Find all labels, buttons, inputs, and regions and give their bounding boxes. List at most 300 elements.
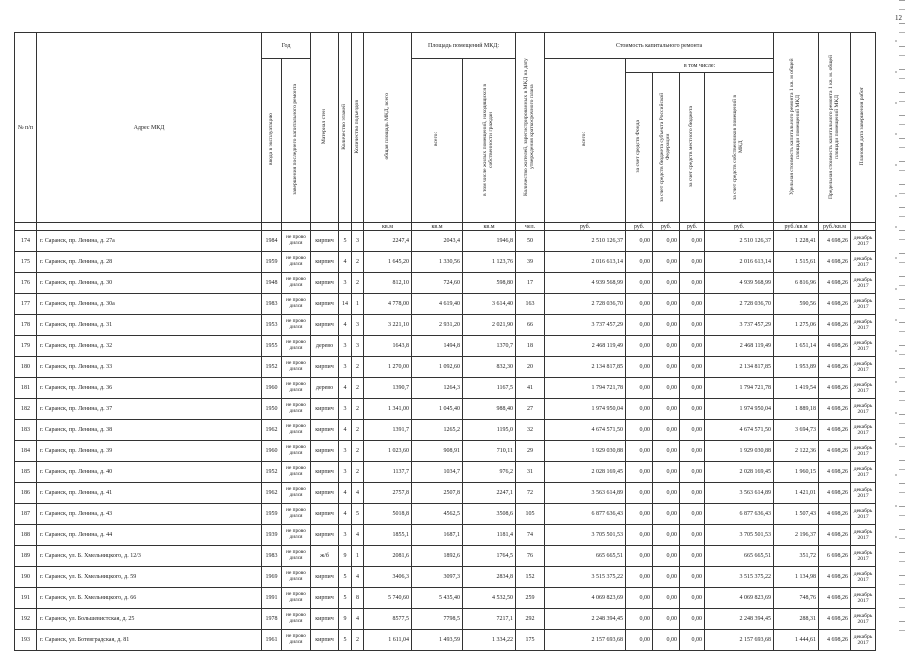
area-residential-cell: 1370,7 bbox=[463, 336, 516, 357]
area-total-cell: 1265,2 bbox=[412, 420, 463, 441]
header-num: № п/п bbox=[15, 33, 37, 223]
floors-cell: 3 bbox=[339, 357, 352, 378]
cost-owners-cell: 2 016 613,14 bbox=[705, 252, 774, 273]
row-number: 181 bbox=[15, 378, 37, 399]
entrances-cell: 3 bbox=[352, 336, 364, 357]
year-repair-cell: не прово дился bbox=[282, 252, 311, 273]
area-total-cell: 2043,4 bbox=[412, 231, 463, 252]
cost-owners-cell: 3 563 614,89 bbox=[705, 483, 774, 504]
header-wall-material: Материал стен bbox=[311, 33, 339, 223]
planned-date-cell: декабрь 2017 bbox=[851, 462, 876, 483]
total-area-cell: 8577,5 bbox=[364, 609, 412, 630]
address-cell: г. Саранск, ул. Большевистская, д. 25 bbox=[37, 609, 262, 630]
floors-cell: 4 bbox=[339, 483, 352, 504]
cost-owners-cell: 1 929 030,88 bbox=[705, 441, 774, 462]
row-number: 191 bbox=[15, 588, 37, 609]
area-residential-cell: 976,2 bbox=[463, 462, 516, 483]
table-row bbox=[15, 399, 876, 420]
total-area-cell: 812,10 bbox=[364, 273, 412, 294]
unit-cost-cell: 6 816,96 bbox=[774, 273, 819, 294]
year-repair-cell: не прово дился bbox=[282, 483, 311, 504]
planned-date-cell: декабрь 2017 bbox=[851, 567, 876, 588]
area-residential-cell: 832,30 bbox=[463, 357, 516, 378]
area-residential-cell: 988,40 bbox=[463, 399, 516, 420]
row-number: 182 bbox=[15, 399, 37, 420]
entrances-cell: 3 bbox=[352, 315, 364, 336]
address-cell: г. Саранск, пр. Ленина, д. 30 bbox=[37, 273, 262, 294]
year-commission-cell: 1955 bbox=[262, 336, 282, 357]
area-total-cell: 1 045,40 bbox=[412, 399, 463, 420]
planned-date-cell: декабрь 2017 bbox=[851, 336, 876, 357]
cost-total-cell: 3 705 501,53 bbox=[545, 525, 626, 546]
cost-total-cell: 2 248 394,45 bbox=[545, 609, 626, 630]
total-area-cell: 1 023,60 bbox=[364, 441, 412, 462]
address-cell: г. Саранск, ул. Ботевградская, д. 81 bbox=[37, 630, 262, 651]
cost-fund-cell: 0,00 bbox=[626, 315, 653, 336]
total-area-cell: 1855,1 bbox=[364, 525, 412, 546]
header-max-cost: Предельная стоимость капитального ремонта 1 кв. м. общей площади помещений МКД bbox=[819, 33, 851, 223]
cost-owners-cell: 3 737 457,29 bbox=[705, 315, 774, 336]
cost-local-cell: 0,00 bbox=[680, 399, 705, 420]
floors-cell: 5 bbox=[339, 588, 352, 609]
unit-cost-cell: 748,76 bbox=[774, 588, 819, 609]
cost-subject-cell: 0,00 bbox=[653, 546, 680, 567]
wall-material-cell: кирпич bbox=[311, 567, 339, 588]
residents-cell: 18 bbox=[516, 336, 545, 357]
unit-cost-cell: 2 122,36 bbox=[774, 441, 819, 462]
planned-date-cell: декабрь 2017 bbox=[851, 399, 876, 420]
cost-local-cell: 0,00 bbox=[680, 420, 705, 441]
cost-fund-cell: 0,00 bbox=[626, 609, 653, 630]
area-residential-cell: 3 614,40 bbox=[463, 294, 516, 315]
wall-material-cell: кирпич bbox=[311, 525, 339, 546]
year-repair-cell: не прово дился bbox=[282, 630, 311, 651]
header-cost-owners: за счет средств собственников помещений в МКД bbox=[705, 73, 774, 223]
wall-material-cell: кирпич bbox=[311, 315, 339, 336]
entrances-cell: 3 bbox=[352, 231, 364, 252]
unit-cost-cell: 1 228,41 bbox=[774, 231, 819, 252]
address-cell: г. Саранск, пр. Ленина, д. 33 bbox=[37, 357, 262, 378]
floors-cell: 14 bbox=[339, 294, 352, 315]
entrances-cell: 4 bbox=[352, 567, 364, 588]
cost-local-cell: 0,00 bbox=[680, 630, 705, 651]
header-year-commission: ввода в эксплуатацию bbox=[262, 59, 282, 223]
total-area-cell: 1643,8 bbox=[364, 336, 412, 357]
area-residential-cell: 1167,5 bbox=[463, 378, 516, 399]
cost-local-cell: 0,00 bbox=[680, 252, 705, 273]
address-cell: г. Саранск, ул. Б. Хмельницкого, д. 12/3 bbox=[37, 546, 262, 567]
row-number: 190 bbox=[15, 567, 37, 588]
entrances-cell: 2 bbox=[352, 399, 364, 420]
area-total-cell: 4562,5 bbox=[412, 504, 463, 525]
residents-cell: 29 bbox=[516, 441, 545, 462]
total-area-cell: 2757,8 bbox=[364, 483, 412, 504]
cost-owners-cell: 2 510 126,37 bbox=[705, 231, 774, 252]
floors-cell: 3 bbox=[339, 273, 352, 294]
planned-date-cell: декабрь 2017 bbox=[851, 231, 876, 252]
address-cell: г. Саранск, пр. Ленина, д. 43 bbox=[37, 504, 262, 525]
area-total-cell: 2 931,20 bbox=[412, 315, 463, 336]
wall-material-cell: кирпич bbox=[311, 441, 339, 462]
planned-date-cell: декабрь 2017 bbox=[851, 420, 876, 441]
cost-total-cell: 4 069 823,69 bbox=[545, 588, 626, 609]
cost-owners-cell: 4 069 823,69 bbox=[705, 588, 774, 609]
planned-date-cell: декабрь 2017 bbox=[851, 588, 876, 609]
total-area-cell: 1 611,04 bbox=[364, 630, 412, 651]
residents-cell: 41 bbox=[516, 378, 545, 399]
row-number: 186 bbox=[15, 483, 37, 504]
total-area-cell: 1 270,00 bbox=[364, 357, 412, 378]
floors-cell: 5 bbox=[339, 231, 352, 252]
max-cost-cell: 6 698,26 bbox=[819, 546, 851, 567]
cost-fund-cell: 0,00 bbox=[626, 525, 653, 546]
address-cell: г. Саранск, пр. Ленина, д. 30а bbox=[37, 294, 262, 315]
row-number: 187 bbox=[15, 504, 37, 525]
cost-total-cell: 2 016 613,14 bbox=[545, 252, 626, 273]
max-cost-cell: 4 698,26 bbox=[819, 231, 851, 252]
floors-cell: 3 bbox=[339, 441, 352, 462]
area-total-cell: 5 435,40 bbox=[412, 588, 463, 609]
year-commission-cell: 1948 bbox=[262, 273, 282, 294]
entrances-cell: 1 bbox=[352, 294, 364, 315]
area-residential-cell: 3508,6 bbox=[463, 504, 516, 525]
unit-cost-cell: 1 421,01 bbox=[774, 483, 819, 504]
residents-cell: 39 bbox=[516, 252, 545, 273]
area-residential-cell: 2834,8 bbox=[463, 567, 516, 588]
cost-total-cell: 4 674 571,50 bbox=[545, 420, 626, 441]
area-total-cell: 724,60 bbox=[412, 273, 463, 294]
cost-fund-cell: 0,00 bbox=[626, 273, 653, 294]
wall-material-cell: кирпич bbox=[311, 399, 339, 420]
cost-total-cell: 3 515 375,22 bbox=[545, 567, 626, 588]
year-commission-cell: 1960 bbox=[262, 378, 282, 399]
unit-cell: кв.м bbox=[463, 223, 516, 231]
residents-cell: 74 bbox=[516, 525, 545, 546]
planned-date-cell: декабрь 2017 bbox=[851, 357, 876, 378]
unit-cost-cell: 1 134,98 bbox=[774, 567, 819, 588]
area-residential-cell: 1 334,22 bbox=[463, 630, 516, 651]
cost-owners-cell: 1 794 721,78 bbox=[705, 378, 774, 399]
cost-fund-cell: 0,00 bbox=[626, 630, 653, 651]
row-number: 185 bbox=[15, 462, 37, 483]
cost-local-cell: 0,00 bbox=[680, 357, 705, 378]
max-cost-cell: 4 698,26 bbox=[819, 504, 851, 525]
cost-owners-cell: 2 248 394,45 bbox=[705, 609, 774, 630]
year-repair-cell: не прово дился bbox=[282, 336, 311, 357]
row-number: 179 bbox=[15, 336, 37, 357]
area-total-cell: 1892,6 bbox=[412, 546, 463, 567]
table-row bbox=[15, 294, 876, 315]
planned-date-cell: декабрь 2017 bbox=[851, 315, 876, 336]
year-commission-cell: 1983 bbox=[262, 546, 282, 567]
cost-subject-cell: 0,00 bbox=[653, 357, 680, 378]
cost-local-cell: 0,00 bbox=[680, 231, 705, 252]
year-commission-cell: 1969 bbox=[262, 567, 282, 588]
cost-fund-cell: 0,00 bbox=[626, 546, 653, 567]
cost-owners-cell: 4 939 568,99 bbox=[705, 273, 774, 294]
planned-date-cell: декабрь 2017 bbox=[851, 483, 876, 504]
entrances-cell: 5 bbox=[352, 504, 364, 525]
cost-owners-cell: 1 974 950,04 bbox=[705, 399, 774, 420]
cost-total-cell: 4 939 568,99 bbox=[545, 273, 626, 294]
max-cost-cell: 4 698,26 bbox=[819, 525, 851, 546]
table-row bbox=[15, 462, 876, 483]
unit-cell: чел. bbox=[516, 223, 545, 231]
year-repair-cell: не прово дился bbox=[282, 504, 311, 525]
cost-total-cell: 3 737 457,29 bbox=[545, 315, 626, 336]
cost-local-cell: 0,00 bbox=[680, 588, 705, 609]
unit-cost-cell: 1 960,15 bbox=[774, 462, 819, 483]
cost-owners-cell: 2 134 817,85 bbox=[705, 357, 774, 378]
area-total-cell: 1264,3 bbox=[412, 378, 463, 399]
max-cost-cell: 4 698,26 bbox=[819, 567, 851, 588]
area-total-cell: 1034,7 bbox=[412, 462, 463, 483]
floors-cell: 4 bbox=[339, 378, 352, 399]
area-total-cell: 7798,5 bbox=[412, 609, 463, 630]
max-cost-cell: 4 698,26 bbox=[819, 378, 851, 399]
floors-cell: 3 bbox=[339, 399, 352, 420]
residents-cell: 76 bbox=[516, 546, 545, 567]
table-row bbox=[15, 273, 876, 294]
row-number: 178 bbox=[15, 315, 37, 336]
cost-total-cell: 665 665,51 bbox=[545, 546, 626, 567]
planned-date-cell: декабрь 2017 bbox=[851, 252, 876, 273]
area-residential-cell: 1181,4 bbox=[463, 525, 516, 546]
year-commission-cell: 1984 bbox=[262, 231, 282, 252]
table-row bbox=[15, 357, 876, 378]
year-commission-cell: 1952 bbox=[262, 462, 282, 483]
year-commission-cell: 1962 bbox=[262, 483, 282, 504]
year-repair-cell: не прово дился bbox=[282, 567, 311, 588]
address-cell: г. Саранск, пр. Ленина, д. 37 bbox=[37, 399, 262, 420]
row-number: 174 bbox=[15, 231, 37, 252]
cost-total-cell: 2 728 036,70 bbox=[545, 294, 626, 315]
cost-fund-cell: 0,00 bbox=[626, 252, 653, 273]
row-number: 176 bbox=[15, 273, 37, 294]
total-area-cell: 1137,7 bbox=[364, 462, 412, 483]
row-number: 175 bbox=[15, 252, 37, 273]
header-floors: Количество этажей bbox=[339, 33, 352, 223]
year-commission-cell: 1959 bbox=[262, 504, 282, 525]
max-cost-cell: 4 698,26 bbox=[819, 252, 851, 273]
entrances-cell: 2 bbox=[352, 357, 364, 378]
header-cost-local: за счет средств местного бюджета bbox=[680, 73, 705, 223]
year-repair-cell: не прово дился bbox=[282, 315, 311, 336]
area-residential-cell: 7217,1 bbox=[463, 609, 516, 630]
year-commission-cell: 1978 bbox=[262, 609, 282, 630]
header-planned-date: Плановая дата завершения работ bbox=[851, 33, 876, 223]
cost-local-cell: 0,00 bbox=[680, 441, 705, 462]
cost-local-cell: 0,00 bbox=[680, 483, 705, 504]
table-row bbox=[15, 525, 876, 546]
max-cost-cell: 4 698,26 bbox=[819, 441, 851, 462]
area-residential-cell: 1946,8 bbox=[463, 231, 516, 252]
year-commission-cell: 1991 bbox=[262, 588, 282, 609]
planned-date-cell: декабрь 2017 bbox=[851, 273, 876, 294]
area-total-cell: 908,91 bbox=[412, 441, 463, 462]
max-cost-cell: 4 698,26 bbox=[819, 483, 851, 504]
area-total-cell: 3097,3 bbox=[412, 567, 463, 588]
total-area-cell: 5018,8 bbox=[364, 504, 412, 525]
table-row bbox=[15, 630, 876, 651]
table-row bbox=[15, 231, 876, 252]
table-row bbox=[15, 441, 876, 462]
table-row bbox=[15, 483, 876, 504]
table-row bbox=[15, 315, 876, 336]
cost-subject-cell: 0,00 bbox=[653, 336, 680, 357]
header-year-group: Год bbox=[262, 33, 311, 59]
table-row bbox=[15, 378, 876, 399]
cost-local-cell: 0,00 bbox=[680, 525, 705, 546]
cost-fund-cell: 0,00 bbox=[626, 336, 653, 357]
cost-local-cell: 0,00 bbox=[680, 546, 705, 567]
cost-subject-cell: 0,00 bbox=[653, 441, 680, 462]
cost-subject-cell: 0,00 bbox=[653, 567, 680, 588]
max-cost-cell: 4 698,26 bbox=[819, 315, 851, 336]
total-area-cell: 1 645,20 bbox=[364, 252, 412, 273]
floors-cell: 3 bbox=[339, 525, 352, 546]
year-commission-cell: 1950 bbox=[262, 399, 282, 420]
cost-local-cell: 0,00 bbox=[680, 294, 705, 315]
area-total-cell: 1 330,56 bbox=[412, 252, 463, 273]
cost-total-cell: 1 929 030,88 bbox=[545, 441, 626, 462]
unit-cost-cell: 1 507,43 bbox=[774, 504, 819, 525]
unit-cost-cell: 288,31 bbox=[774, 609, 819, 630]
year-commission-cell: 1962 bbox=[262, 420, 282, 441]
max-cost-cell: 4 698,26 bbox=[819, 294, 851, 315]
planned-date-cell: декабрь 2017 bbox=[851, 630, 876, 651]
wall-material-cell: дерево bbox=[311, 378, 339, 399]
cost-local-cell: 0,00 bbox=[680, 462, 705, 483]
cost-local-cell: 0,00 bbox=[680, 315, 705, 336]
total-area-cell: 3406,3 bbox=[364, 567, 412, 588]
cost-subject-cell: 0,00 bbox=[653, 273, 680, 294]
cost-fund-cell: 0,00 bbox=[626, 357, 653, 378]
residents-cell: 20 bbox=[516, 357, 545, 378]
table-row bbox=[15, 609, 876, 630]
cost-subject-cell: 0,00 bbox=[653, 483, 680, 504]
row-number: 193 bbox=[15, 630, 37, 651]
address-cell: г. Саранск, пр. Ленина, д. 27а bbox=[37, 231, 262, 252]
total-area-cell: 4 778,00 bbox=[364, 294, 412, 315]
cost-fund-cell: 0,00 bbox=[626, 588, 653, 609]
total-area-cell: 1 341,00 bbox=[364, 399, 412, 420]
year-commission-cell: 1983 bbox=[262, 294, 282, 315]
cost-total-cell: 1 794 721,78 bbox=[545, 378, 626, 399]
year-commission-cell: 1960 bbox=[262, 441, 282, 462]
units-row bbox=[15, 223, 876, 231]
residents-cell: 17 bbox=[516, 273, 545, 294]
area-total-cell: 1 092,60 bbox=[412, 357, 463, 378]
cost-subject-cell: 0,00 bbox=[653, 252, 680, 273]
header-area-group: Площадь помещений МКД: bbox=[412, 33, 516, 59]
area-residential-cell: 4 532,50 bbox=[463, 588, 516, 609]
planned-date-cell: декабрь 2017 bbox=[851, 294, 876, 315]
cost-fund-cell: 0,00 bbox=[626, 378, 653, 399]
residents-cell: 105 bbox=[516, 504, 545, 525]
entrances-cell: 4 bbox=[352, 525, 364, 546]
year-commission-cell: 1952 bbox=[262, 357, 282, 378]
table-row bbox=[15, 420, 876, 441]
row-number: 180 bbox=[15, 357, 37, 378]
header-unit-cost: Удельная стоимость капитального ремонта 1 кв. м общей площади помещений МКД bbox=[774, 33, 819, 223]
cost-total-cell: 6 877 636,43 bbox=[545, 504, 626, 525]
header-cost-subject: за счет средств бюджета субъекта Российской Федерации bbox=[653, 73, 680, 223]
floors-cell: 3 bbox=[339, 336, 352, 357]
entrances-cell: 4 bbox=[352, 483, 364, 504]
unit-cell: руб./кв.м bbox=[774, 223, 819, 231]
wall-material-cell: кирпич bbox=[311, 588, 339, 609]
cost-subject-cell: 0,00 bbox=[653, 315, 680, 336]
entrances-cell: 8 bbox=[352, 588, 364, 609]
wall-material-cell: кирпич bbox=[311, 630, 339, 651]
residents-cell: 27 bbox=[516, 399, 545, 420]
wall-material-cell: кирпич bbox=[311, 252, 339, 273]
header-address: Адрес МКД bbox=[37, 33, 262, 223]
entrances-cell: 2 bbox=[352, 273, 364, 294]
area-residential-cell: 1 123,76 bbox=[463, 252, 516, 273]
unit-cell: руб. bbox=[545, 223, 626, 231]
entrances-cell: 2 bbox=[352, 630, 364, 651]
entrances-cell: 4 bbox=[352, 609, 364, 630]
address-cell: г. Саранск, пр. Ленина, д. 36 bbox=[37, 378, 262, 399]
cost-subject-cell: 0,00 bbox=[653, 378, 680, 399]
cost-subject-cell: 0,00 bbox=[653, 420, 680, 441]
max-cost-cell: 4 698,26 bbox=[819, 357, 851, 378]
address-cell: г. Саранск, ул. Б. Хмельницкого, д. 59 bbox=[37, 567, 262, 588]
unit-cost-cell: 2 196,37 bbox=[774, 525, 819, 546]
area-total-cell: 2507,8 bbox=[412, 483, 463, 504]
cost-local-cell: 0,00 bbox=[680, 378, 705, 399]
year-repair-cell: не прово дился bbox=[282, 273, 311, 294]
cost-subject-cell: 0,00 bbox=[653, 609, 680, 630]
address-cell: г. Саранск, пр. Ленина, д. 40 bbox=[37, 462, 262, 483]
address-cell: г. Саранск, ул. Б. Хмельницкого, д. 66 bbox=[37, 588, 262, 609]
unit-cell: руб. bbox=[705, 223, 774, 231]
cost-owners-cell: 3 705 501,53 bbox=[705, 525, 774, 546]
header-cost-fund: за счет средств Фонда bbox=[626, 73, 653, 223]
cost-total-cell: 2 510 126,37 bbox=[545, 231, 626, 252]
year-repair-cell: не прово дился bbox=[282, 546, 311, 567]
cost-fund-cell: 0,00 bbox=[626, 462, 653, 483]
unit-cell: кв.м bbox=[412, 223, 463, 231]
unit-cost-cell: 1 275,06 bbox=[774, 315, 819, 336]
floors-cell: 4 bbox=[339, 420, 352, 441]
capital-repair-table bbox=[14, 32, 876, 651]
entrances-cell: 1 bbox=[352, 546, 364, 567]
year-repair-cell: не прово дился bbox=[282, 294, 311, 315]
cost-fund-cell: 0,00 bbox=[626, 231, 653, 252]
header-cost-total: всего: bbox=[545, 59, 626, 223]
cost-total-cell: 2 134 817,85 bbox=[545, 357, 626, 378]
floors-cell: 5 bbox=[339, 567, 352, 588]
page-number: 12 bbox=[895, 14, 902, 22]
area-total-cell: 1494,8 bbox=[412, 336, 463, 357]
planned-date-cell: декабрь 2017 bbox=[851, 441, 876, 462]
year-repair-cell: не прово дился bbox=[282, 357, 311, 378]
unit-cell: руб./кв.м bbox=[819, 223, 851, 231]
header-area-residential: в том числе жилых помещений, находящихся в собственности граждан bbox=[463, 59, 516, 223]
residents-cell: 175 bbox=[516, 630, 545, 651]
cost-local-cell: 0,00 bbox=[680, 567, 705, 588]
wall-material-cell: кирпич bbox=[311, 609, 339, 630]
entrances-cell: 2 bbox=[352, 441, 364, 462]
cost-owners-cell: 6 877 636,43 bbox=[705, 504, 774, 525]
header-residents: Количество жителей, зарегистрированных в МКД на дату утверждения краткосрочного плана bbox=[516, 33, 545, 223]
residents-cell: 32 bbox=[516, 420, 545, 441]
wall-material-cell: кирпич bbox=[311, 294, 339, 315]
cost-owners-cell: 3 515 375,22 bbox=[705, 567, 774, 588]
